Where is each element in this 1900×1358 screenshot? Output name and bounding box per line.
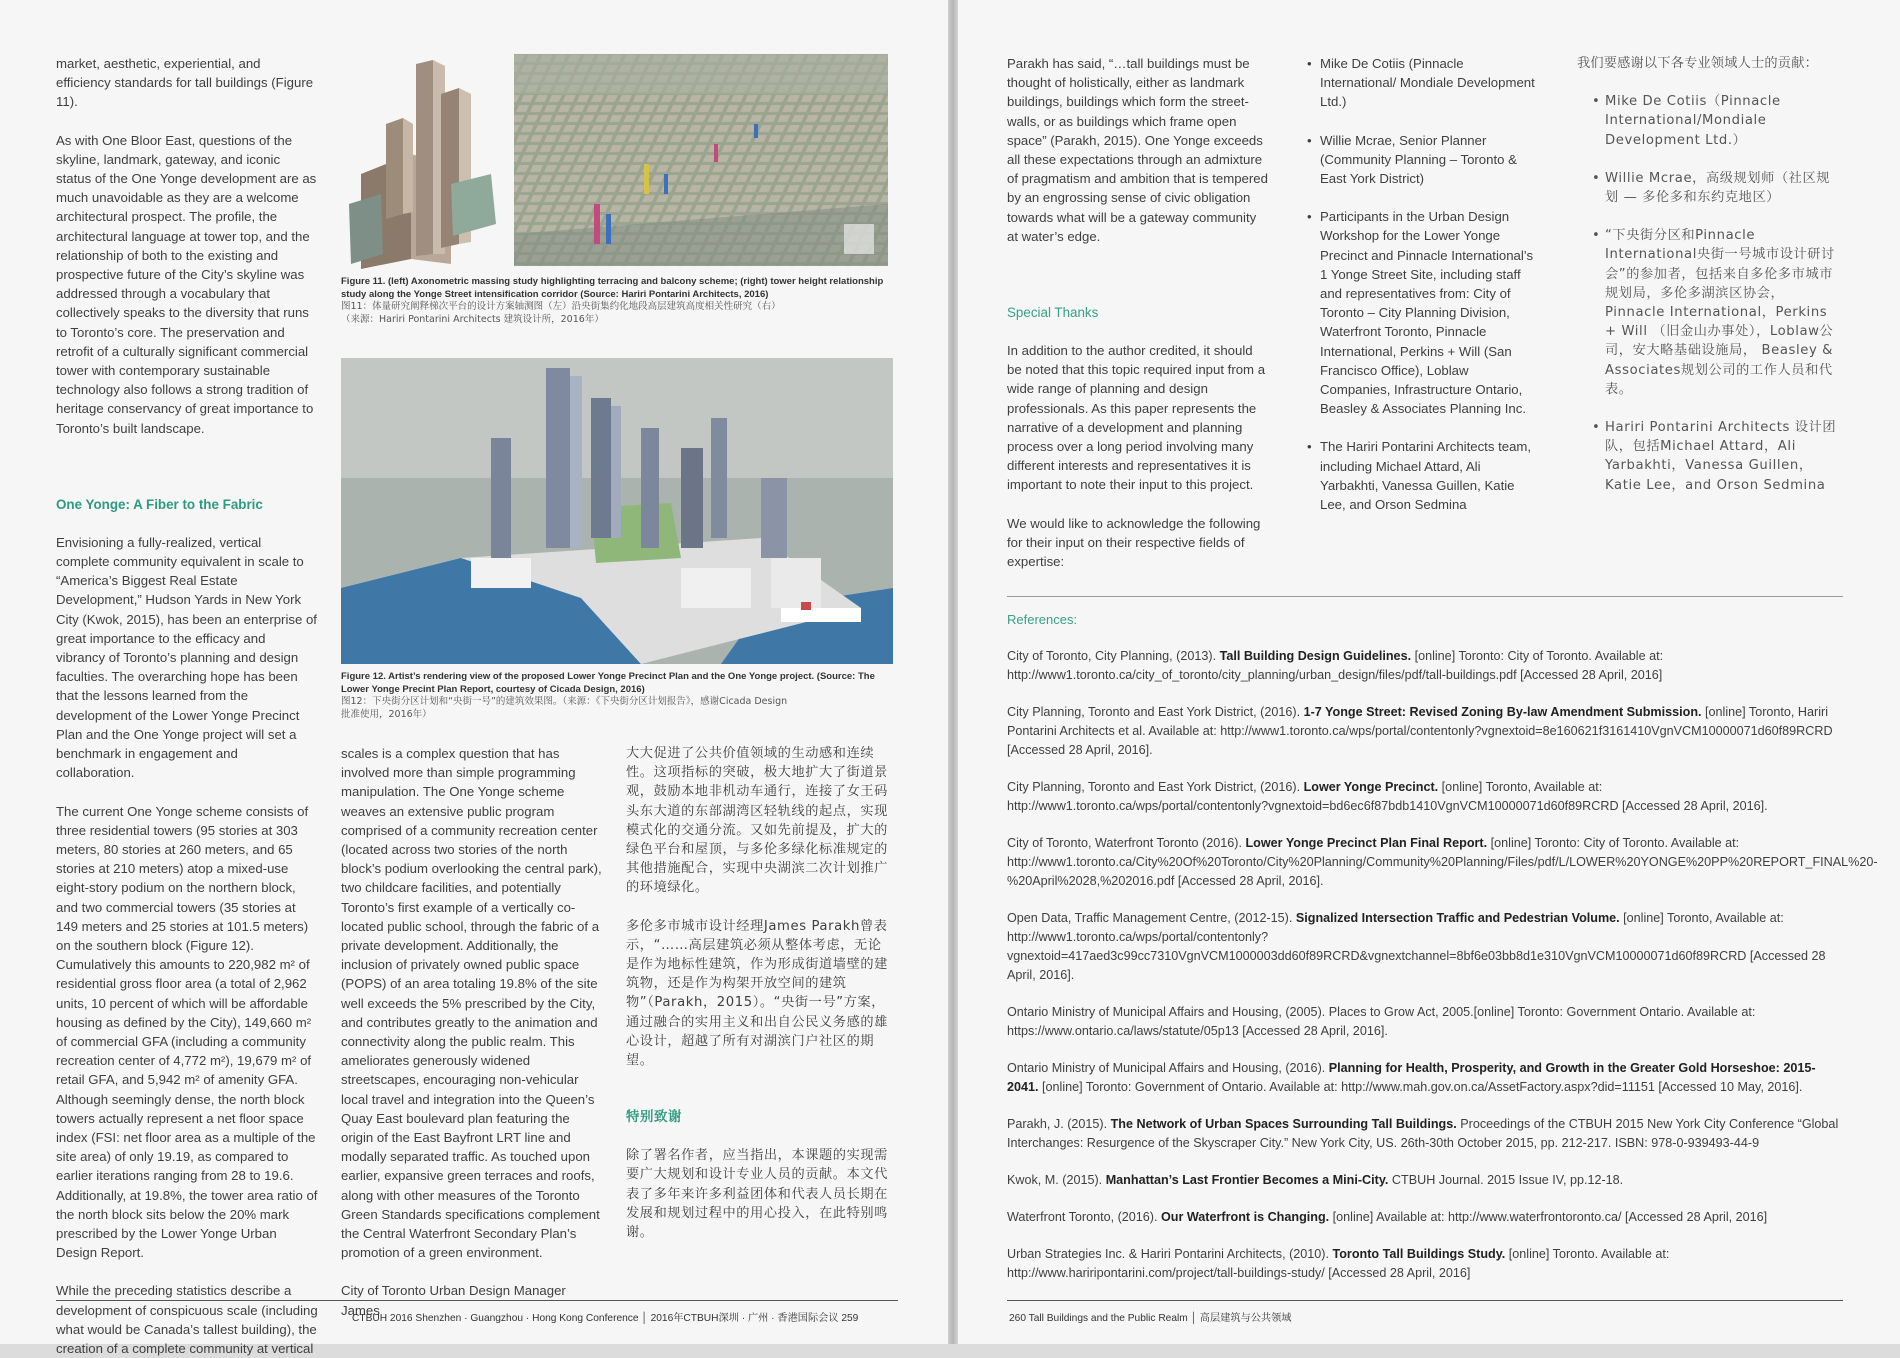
right-column-1 xyxy=(1007,54,1269,571)
list-item: • Willie Mcrae，高级规划师（社区规划 — 多伦多和东约克地区） xyxy=(1591,169,1841,207)
right-column-2 xyxy=(1306,54,1542,533)
reference-item: City Planning, Toronto and East York District, (2016). Lower Yonge Precinct. [online] Toronto, Available at: http://www1.toronto.ca/wps/portal/contentonly?vgnextoid=bd6ec6f87bdb1410VgnVCM10000071d60f89RCRD [Accessed 28 April, 2016]. xyxy=(1007,780,1768,813)
reference-item: City of Toronto, Waterfront Toronto (2016). Lower Yonge Precinct Plan Final Report. [online] Toronto: City of Toronto. Available at: http://www1.toronto.ca/City%20Of%20Toronto/City%20Planning/Community%20Planning/Files/pdf/L/LOWER%20YONGE%20PP%20REPORT_FINAL%20-%20April%2028,%202016.pdf [Accessed 28 April, 2016]. xyxy=(1007,836,1878,888)
reference-item: Kwok, M. (2015). Manhattan’s Last Frontier Becomes a Mini-City. CTBUH Journal. 2015 Issue IV, pp.12-18. xyxy=(1007,1173,1624,1187)
precinct-rendering-illustration xyxy=(341,358,893,664)
figure-11-axonometric-model xyxy=(341,54,509,270)
figure-caption-en: Figure 11. (left) Axonometric massing study highlighting terracing and balcony scheme; (right) tower height relationship study along the Yonge Street intensification corridor (Source: Hariri Pontarini Architects, 2016) xyxy=(341,276,884,300)
paragraph: scales is a complex question that has involved more than simple programming manipulation. The One Yonge scheme weaves an extensive public program comprised of a community recreation center (located across two stories of the north block’s podium overlooking the central park), two childcare facilities, and potentially Toronto’s first example of a vertically co-located public school, through the fabric of a private development. Additionally, the inclusion of privately owned public space (POPS) of an area totaling 19.8% of the site well exceeds the 5% prescribed by the City, and contributes greatly to the animation and connectivity along the public realm. This ameliorates generously widened streetscapes, encouraging non-vehicular local travel and integration into the Queen’s Quay East boulevard plan featuring the origin of the East Bayfront LRT line and modally separated traffic. As touched upon earlier, expansive green terraces and roofs, along with other measures of the Toronto Green Standards specifications complement the Central Waterfront Secondary Plan’s promotion of a green environment. xyxy=(341,746,602,1261)
paragraph-zh: 我们要感谢以下各专业领域人士的贡献： xyxy=(1577,56,1818,71)
paragraph-zh: 除了署名作者，应当指出，本课题的实现需要广大规划和设计专业人员的贡献。本文代表了多年来许多利益团体和代表人员长期在发展和规划过程中的用心投入，在此特别鸣谢。 xyxy=(626,1148,888,1241)
paragraph: In addition to the author credited, it should be noted that this topic required input from a wide range of planning and design professionals. As this paper represents the narrative of a development and planning process over a long period involving many different interests and representatives it is important to note their input to this project. xyxy=(1007,343,1266,493)
left-column-2 xyxy=(341,744,605,1320)
reference-item: City Planning, Toronto and East York District, (2016). 1-7 Yonge Street: Revised Zoning By-law Amendment Submission. [online] Toronto, Hariri Pontarini Architects et al. Available at: http://www1.toronto.ca/wps/portal/contentonly?vgnextoid=8e160621f3161410VgnVCM10000071d60f89RCRD [Accessed 28 April, 2016]. xyxy=(1007,705,1833,757)
section-heading: Special Thanks xyxy=(1007,305,1099,321)
paragraph: market, aesthetic, experiential, and efficiency standards for tall buildings (Figure 11). xyxy=(56,56,314,110)
list-item: • Mike De Cotiis（Pinnacle International/Mondiale Development Ltd.） xyxy=(1591,92,1841,150)
section-heading: One Yonge: A Fiber to the Fabric xyxy=(56,496,263,512)
figure-12-caption xyxy=(341,671,891,721)
paragraph: City of Toronto Urban Design Manager James xyxy=(341,1283,566,1318)
reference-item: Open Data, Traffic Management Centre, (2012-15). Signalized Intersection Traffic and Pedestrian Volume. [online] Toronto, Available at: http://www1.toronto.ca/wps/portal/contentonly?vgnextoid=417aed3c99cc7310VgnVCM1000003dd60f89RCRD&vgnextchannel=8bf6e03bb8d1e310VgnVCM10000071d60f89RCRD [Accessed 28 April, 2016]. xyxy=(1007,911,1826,982)
page-footer-260: 260 Tall Buildings and the Public Realm │ 高层建筑与公共领域 xyxy=(1009,1313,1292,1324)
paragraph: The current One Yonge scheme consists of three residential towers (95 stories at 303 meters, 80 stories at 260 meters, and 65 stories at 210 meters) atop a mixed-use eight-story podium on the northern block, and two commercial towers (35 stories at 149 meters and 25 stories at 101.5 meters) on the southern block (Figure 12). Cumulatively this amounts to 220,982 m² of residential gross floor area (a total of 2,962 units, 10 percent of which will be affordable housing as defined by the City), 149,660 m² of commercial GFA (including a community recreation center of 4,772 m²), 19,679 m² of retail GFA, and 5,942 m² of amenity GFA. Although seemingly dense, the north block towers actually represent a net floor space index (FSI: net floor area as a multiple of the site area) of only 19.19, as compared to earlier iterations ranging from 28 to 19.6. Additionally, at 19.8%, the tower area ratio of the north block sits below the 20% mark prescribed by the Lower Yonge Urban Design Report. xyxy=(56,803,318,1261)
acknowledgement-list xyxy=(1306,54,1542,514)
paragraph-zh: 多伦多市城市设计经理James Parakh曾表示，“……高层建筑必须从整体考虑，无论是作为地标性建筑，作为形成街道墙壁的建筑物，还是作为构架开放空间的建筑物”（Parakh，2015）。“央街一号”方案，通过融合的实用主义和出自公民义务感的雄心设计，超越了所有对湖滨门户社区的期望。 xyxy=(626,918,888,1069)
list-item: • Willie Mcrae, Senior Planner (Community Planning – Toronto & East York District) xyxy=(1306,131,1542,189)
figure-caption-zh: 图11：体量研究阐释梯次平台的设计方案轴测图（左）沿央街集约化地段高层建筑高度相关性研究（右） xyxy=(341,301,781,313)
paragraph: Parakh has said, “…tall buildings must be thought of holistically, either as landmark buildings, buildings which form the street-walls, or as buildings which frame open space” (Parakh, 2015). One Yonge exceeds all these expectations through an admixture of pragmatism and ambition that is tempered by an engrossing sense of civic obligation towards what will be a gateway community at water’s edge. xyxy=(1007,56,1268,244)
divider-rule xyxy=(1007,596,1843,597)
paragraph: We would like to acknowledge the following for their input on their respective fields of expertise: xyxy=(1007,515,1261,570)
figure-11-caption xyxy=(341,276,891,326)
section-heading-zh: 特别致谢 xyxy=(626,1110,682,1126)
left-column-3-chinese xyxy=(626,744,892,1242)
page-footer-259: CTBUH 2016 Shenzhen · Guangzhou · Hong Kong Conference │ 2016年CTBUH深圳 · 广州 · 香港国际会议 259 xyxy=(352,1313,859,1324)
figure-caption-en: Figure 12. Artist’s rendering view of the proposed Lower Yonge Precinct Plan and the One Yonge project. (Source: The Lower Yonge Precint Plan Report, courtesy of Cicada Design, 2016) xyxy=(341,671,875,695)
paragraph: While the preceding statistics describe a development of conspicuous scale (including what would be Canada’s tallest building), the creation of a complete community at vertical xyxy=(56,1283,318,1356)
figure-caption-zh: （来源：Hariri Pontarini Architects 建筑设计所，2016年） xyxy=(341,313,604,325)
paragraph-zh: 大大促进了公共价值领域的生动感和连续性。这项指标的突破，极大地扩大了街道景观，鼓励本地非机动车通行，连接了女王码头东大道的东部湖湾区轻轨线的起点，实现模式化的交通分流。又如先前提及，扩大的绿色平台和屋顶，与多伦多绿化标准规定的其他措施配合，实现中央湖滨二次计划推广的环境绿化。 xyxy=(626,746,888,896)
reference-item: City of Toronto, City Planning, (2013). Tall Building Design Guidelines. [online] Toronto: City of Toronto. Available at: http://www1.toronto.ca/city_of_toronto/city_planning/urban_design/files/pdf/tall-buildings.pdf [Accessed 28 April, 2016] xyxy=(1007,649,1664,682)
tower-massing-illustration xyxy=(341,54,509,270)
figure-11-city-height-map xyxy=(514,54,888,266)
reference-item: Waterfront Toronto, (2016). Our Waterfront is Changing. [online] Available at: http://www.waterfrontoronto.ca/ [Accessed 28 April, 2016] xyxy=(1007,1210,1768,1224)
figure-12-rendering xyxy=(341,358,893,664)
left-column-1 xyxy=(56,54,318,1358)
list-item: • Hariri Pontarini Architects 设计团队，包括Michael Attard，Ali Yarbakhti，Vanessa Guillen，Katie Lee，and Orson Sedmina xyxy=(1591,418,1841,495)
paragraph: Envisioning a fully-realized, vertical complete community equivalent in scale to “America’s Biggest Real Estate Development,” Hudson Yards in New York City (Kwok, 2015), has been an enterprise of great importance to the efficacy and vibrancy of Toronto’s planning and design faculties. The overarching hope has been that the lessons learned from the development of the Lower Yonge Precinct Plan and the One Yonge project will set a benchmark in engagement and collaboration. xyxy=(56,534,317,781)
book-gutter xyxy=(948,0,958,1344)
reference-item: Ontario Ministry of Municipal Affairs and Housing, (2016). Planning for Health, Prosperity, and Growth in the Greater Gold Horseshoe: 2015-2041. [online] Toronto: Government of Ontario. Available at: http://www.mah.gov.on.ca/AssetFactory.aspx?did=11151 [Accessed 10 May, 2016]. xyxy=(1007,1061,1816,1094)
right-column-3-chinese xyxy=(1577,54,1841,514)
left-page xyxy=(0,0,948,1356)
footer-rule xyxy=(56,1300,898,1301)
acknowledgement-list-zh xyxy=(1577,92,1841,495)
list-item: • Participants in the Urban Design Workshop for the Lower Yonge Precinct and Pinnacle International’s 1 Yonge Street Site, including staff and representatives from: City of Toronto – City Planning Division, Waterfront Toronto, Pinnacle International, Perkins + Will (San Francisco Office), Loblaw Companies, Infrastructure Ontario, Beasley & Associates Planning Inc. xyxy=(1306,207,1542,418)
figure-caption-zh: 批准使用，2016年） xyxy=(341,708,432,720)
reference-item: Parakh, J. (2015). The Network of Urban Spaces Surrounding Tall Buildings. Proceedings of the CTBUH 2015 New York City Conference “Global Interchanges: Resurgence of the Skyscraper City.” New York City, US. 26th-30th October 2015, pp. 212-217. ISBN: 978-0-939493-44-9 xyxy=(1007,1117,1839,1150)
city-height-study-illustration xyxy=(514,54,888,266)
list-item: • “下央街分区和Pinnacle International央街一号城市设计研讨会”的参加者，包括来自多伦多市城市规划局，多伦多湖滨区协会，Pinnacle International，Perkins + Will （旧金山办事处），Loblaw公司，安大略基础设施局， Beasley & Associates规划公司的工作人员和代表。 xyxy=(1591,226,1841,399)
footer-rule xyxy=(1007,1300,1843,1301)
reference-item: Ontario Ministry of Municipal Affairs and Housing, (2005). Places to Grow Act, 2005.[online] Toronto: Government Ontario. Available at: https://www.ontario.ca/laws/statute/05p13 [Accessed 28 April, 2016]. xyxy=(1007,1005,1756,1038)
list-item: • Mike De Cotiis (Pinnacle International/ Mondiale Development Ltd.) xyxy=(1306,54,1542,112)
reference-item: Urban Strategies Inc. & Hariri Pontarini Architects, (2010). Toronto Tall Buildings Study. [online] Toronto. Available at: http://www.hariripontarini.com/project/tall-buildings-study/ [Accessed 28 April, 2016] xyxy=(1007,1247,1670,1280)
figure-caption-zh: 图12：下央街分区计划和“央街一号”的建筑效果图。（来源：《下央街分区计划报告》，感谢Cicada Design xyxy=(341,696,788,708)
paragraph: As with One Bloor East, questions of the skyline, landmark, gateway, and iconic status of the One Yonge development are as much unavoidable as they are a welcome architectural prospect. The profile, the architectural language at tower top, and the relationship of both to the existing and prospective future of the City’s skyline was addressed through a vocabulary that collectively speaks to the diversity that runs to Toronto’s core. The preservation and retrofit of a culturally significant commercial tower with contemporary sustainable technology also follows a strong tradition of heritage conservancy of great importance to Toronto’s built landscape. xyxy=(56,132,317,436)
references-section xyxy=(1007,610,1878,1301)
references-heading: References: xyxy=(1007,612,1078,627)
list-item: • The Hariri Pontarini Architects team, including Michael Attard, Ali Yarbakhti, Vanessa Guillen, Katie Lee, and Orson Sedmina xyxy=(1306,437,1542,514)
